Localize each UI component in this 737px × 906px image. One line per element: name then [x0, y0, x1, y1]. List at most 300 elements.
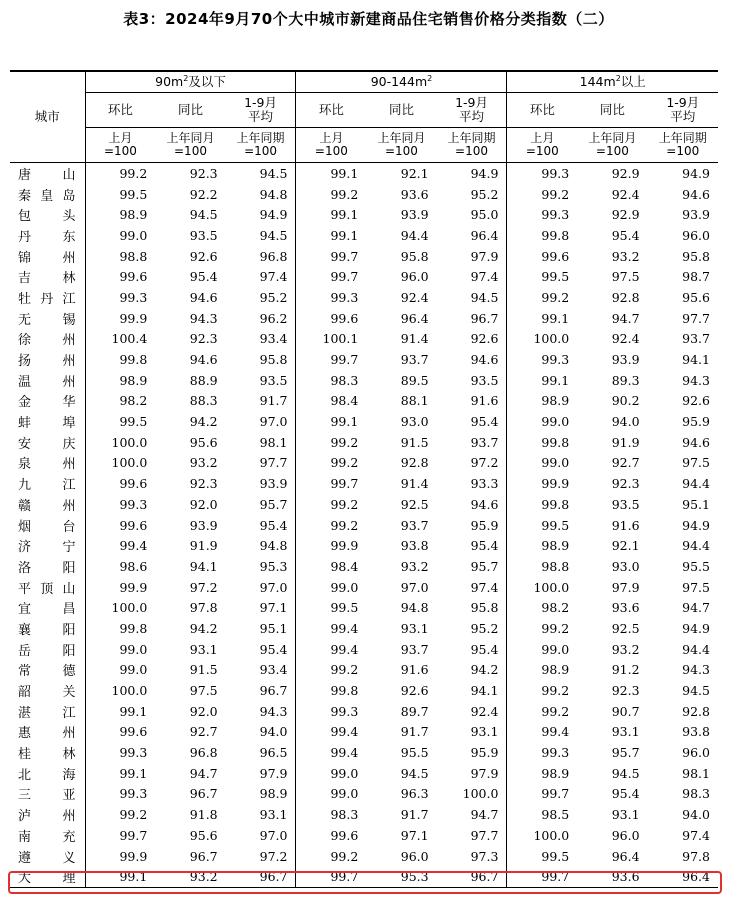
index-value: 93.0 [611, 558, 640, 574]
index-value: 92.1 [400, 165, 429, 181]
index-value: 95.4 [259, 517, 288, 533]
index-value: 92.8 [682, 703, 710, 719]
index-value: 95.4 [189, 269, 218, 285]
index-value: 99.0 [507, 639, 577, 660]
index-value: 99.0 [296, 784, 366, 805]
price-index-table [10, 70, 718, 888]
table-row [10, 453, 718, 474]
index-value: 91.7 [400, 807, 429, 823]
index-value: 93.1 [470, 724, 499, 740]
index-value: 95.9 [470, 745, 499, 761]
index-value: 95.4 [470, 538, 499, 554]
city-name: 大理 [10, 866, 85, 887]
index-value: 99.3 [507, 204, 577, 225]
index-value: 95.3 [366, 866, 436, 887]
index-value: 97.4 [259, 269, 288, 285]
group-header-small: $90m^2$及以下 [85, 71, 296, 93]
index-value: 91.6 [470, 393, 499, 409]
table-row [10, 639, 718, 660]
index-value: 97.1 [400, 827, 429, 843]
index-value: 98.3 [296, 804, 366, 825]
index-value: 94.4 [400, 227, 429, 243]
table-row [10, 370, 718, 391]
index-value: 93.2 [611, 641, 640, 657]
table-row [10, 246, 718, 267]
index-value: 98.9 [119, 372, 148, 388]
index-value: 91.8 [189, 807, 218, 823]
table-row [10, 577, 718, 598]
city-name: 无锡 [10, 308, 85, 329]
index-value: 92.0 [189, 496, 218, 512]
index-value: 93.1 [611, 807, 640, 823]
index-value: 92.2 [189, 186, 218, 202]
sub-header: 同比 [577, 93, 647, 128]
table-row [10, 184, 718, 205]
index-value: 100.0 [111, 683, 148, 699]
index-value: 96.7 [189, 848, 218, 864]
index-value: 99.4 [119, 538, 148, 554]
index-value: 92.4 [470, 703, 499, 719]
index-value: 97.7 [682, 310, 710, 326]
index-value: 98.3 [682, 786, 710, 802]
index-value: 91.9 [611, 434, 640, 450]
index-value: 95.1 [259, 620, 288, 636]
index-value: 99.8 [507, 225, 577, 246]
index-value: 96.0 [682, 227, 710, 243]
index-value: 99.1 [296, 163, 366, 184]
index-value: 92.3 [189, 331, 218, 347]
index-value: 97.8 [682, 848, 710, 864]
index-value: 92.9 [611, 207, 640, 223]
index-value: 93.9 [400, 207, 429, 223]
index-value: 99.6 [119, 476, 148, 492]
index-value: 89.3 [611, 372, 640, 388]
index-value: 99.2 [296, 515, 366, 536]
sub-header: 环比 [85, 93, 155, 128]
sub-header: 1-9月 平均 [437, 93, 507, 128]
index-value: 98.4 [296, 391, 366, 412]
index-value: 99.7 [296, 246, 366, 267]
index-value: 93.4 [259, 662, 288, 678]
sub-header: 1-9月 平均 [226, 93, 296, 128]
index-value: 94.9 [682, 517, 710, 533]
index-value: 99.3 [507, 349, 577, 370]
index-value: 94.5 [470, 289, 499, 305]
city-name: 济宁 [10, 535, 85, 556]
index-value: 99.0 [119, 641, 148, 657]
index-value: 99.7 [119, 827, 148, 843]
index-value: 92.5 [400, 496, 429, 512]
index-value: 95.0 [470, 207, 499, 223]
index-value: 93.1 [259, 807, 288, 823]
city-name: 桂林 [10, 742, 85, 763]
index-value: 93.1 [189, 641, 218, 657]
index-value: 95.4 [611, 227, 640, 243]
index-value: 99.9 [507, 473, 577, 494]
index-value: 95.2 [259, 289, 288, 305]
index-value: 92.3 [611, 683, 640, 699]
table-row [10, 329, 718, 350]
index-value: 99.8 [119, 352, 148, 368]
city-name: 牡丹江 [10, 287, 85, 308]
index-value: 97.9 [259, 765, 288, 781]
index-value: 99.6 [507, 246, 577, 267]
index-value: 97.3 [470, 848, 499, 864]
index-value: 92.8 [611, 289, 640, 305]
index-value: 92.5 [611, 620, 640, 636]
table-row [10, 163, 718, 184]
index-value: 97.9 [611, 579, 640, 595]
index-value: 99.5 [296, 597, 366, 618]
index-value: 99.2 [296, 494, 366, 515]
index-value: 100.0 [507, 825, 577, 846]
city-name: 烟台 [10, 515, 85, 536]
index-value: 93.5 [470, 372, 499, 388]
table-row [10, 804, 718, 825]
table-row [10, 846, 718, 867]
index-value: 94.7 [682, 600, 710, 616]
index-value: 99.1 [507, 308, 577, 329]
index-value: 93.5 [259, 372, 288, 388]
index-value: 94.0 [259, 724, 288, 740]
city-name: 惠州 [10, 722, 85, 743]
index-value: 99.8 [507, 432, 577, 453]
index-value: 95.4 [611, 786, 640, 802]
index-value: 94.1 [189, 558, 218, 574]
index-value: 96.5 [259, 745, 288, 761]
index-value: 99.3 [119, 786, 148, 802]
index-value: 95.5 [682, 558, 710, 574]
city-name: 蚌埠 [10, 411, 85, 432]
index-value: 100.1 [296, 329, 366, 350]
index-value: 94.8 [259, 186, 288, 202]
table-row [10, 784, 718, 805]
index-value: 96.7 [259, 683, 288, 699]
index-value: 94.1 [470, 683, 499, 699]
index-value: 99.0 [507, 453, 577, 474]
index-value: 97.1 [259, 600, 288, 616]
index-value: 99.3 [296, 287, 366, 308]
index-value: 91.9 [189, 538, 218, 554]
index-value: 97.2 [470, 455, 499, 471]
index-value: 92.7 [611, 455, 640, 471]
index-value: 92.9 [611, 165, 640, 181]
index-value: 92.3 [189, 165, 218, 181]
table-row [10, 660, 718, 681]
index-value: 95.8 [400, 248, 429, 264]
index-value: 96.8 [259, 248, 288, 264]
index-value: 89.7 [400, 703, 429, 719]
index-value: 95.9 [470, 517, 499, 533]
index-value: 99.2 [119, 807, 148, 823]
city-name: 温州 [10, 370, 85, 391]
index-value: 98.9 [507, 535, 577, 556]
city-name: 宜昌 [10, 597, 85, 618]
index-value: 99.0 [507, 411, 577, 432]
index-value: 100.0 [111, 455, 148, 471]
index-value: 94.6 [470, 352, 499, 368]
table-row [10, 473, 718, 494]
index-value: 99.4 [296, 722, 366, 743]
index-value: 95.1 [682, 496, 710, 512]
index-value: 91.2 [611, 662, 640, 678]
index-value: 99.2 [296, 432, 366, 453]
index-value: 94.9 [259, 207, 288, 223]
index-value: 97.5 [682, 579, 710, 595]
index-value: 97.0 [259, 827, 288, 843]
index-value: 97.4 [470, 579, 499, 595]
index-value: 97.2 [189, 579, 218, 595]
sub-header: 环比 [296, 93, 366, 128]
index-value: 99.0 [119, 227, 148, 243]
table-row [10, 680, 718, 701]
index-value: 99.9 [119, 310, 148, 326]
index-value: 95.8 [470, 600, 499, 616]
city-name: 安庆 [10, 432, 85, 453]
city-name: 锦州 [10, 246, 85, 267]
index-value: 99.2 [507, 618, 577, 639]
index-value: 94.7 [611, 310, 640, 326]
index-value: 93.7 [470, 434, 499, 450]
index-value: 98.8 [507, 556, 577, 577]
index-value: 98.1 [682, 765, 710, 781]
index-value: 95.8 [682, 248, 710, 264]
index-value: 99.1 [85, 866, 155, 887]
index-value: 94.3 [259, 703, 288, 719]
index-value: 88.3 [189, 393, 218, 409]
index-value: 99.4 [296, 742, 366, 763]
index-value: 98.4 [296, 556, 366, 577]
index-value: 98.9 [259, 786, 288, 802]
index-value: 97.0 [259, 414, 288, 430]
index-value: 100.0 [507, 577, 577, 598]
table-row [10, 722, 718, 743]
sub-header: 1-9月 平均 [648, 93, 718, 128]
table-title: 表3：2024年9月70个大中城市新建商品住宅销售价格分类指数（二） [123, 10, 614, 28]
index-value: 98.9 [507, 763, 577, 784]
index-value: 95.4 [470, 414, 499, 430]
index-value: 95.3 [259, 558, 288, 574]
index-value: 91.7 [400, 724, 429, 740]
table-row [10, 266, 718, 287]
index-value: 95.6 [189, 434, 218, 450]
index-value: 96.8 [189, 745, 218, 761]
index-value: 92.8 [400, 455, 429, 471]
group-header-medium: $90-144m^2$ [296, 71, 507, 93]
index-value: 99.2 [296, 453, 366, 474]
index-value: 93.7 [400, 641, 429, 657]
base-header: 上年同月 =100 [155, 128, 225, 163]
table-row [10, 742, 718, 763]
index-value: 100.0 [507, 329, 577, 350]
table-row [10, 308, 718, 329]
index-value: 94.3 [189, 310, 218, 326]
city-name: 平顶山 [10, 577, 85, 598]
index-value: 94.7 [189, 765, 218, 781]
table-row [10, 535, 718, 556]
index-value: 93.8 [682, 724, 710, 740]
base-header: 上月 =100 [296, 128, 366, 163]
index-value: 96.7 [189, 786, 218, 802]
index-value: 92.4 [400, 289, 429, 305]
index-value: 99.2 [507, 184, 577, 205]
index-value: 93.9 [682, 207, 710, 223]
index-value: 99.3 [119, 745, 148, 761]
index-value: 93.1 [611, 724, 640, 740]
index-value: 93.7 [400, 352, 429, 368]
index-value: 92.6 [682, 393, 710, 409]
index-value: 94.5 [400, 765, 429, 781]
index-value: 93.3 [470, 476, 499, 492]
index-value: 94.0 [611, 414, 640, 430]
index-value: 99.2 [507, 701, 577, 722]
index-value: 99.6 [296, 825, 366, 846]
index-value: 99.2 [296, 184, 366, 205]
index-value: 94.8 [400, 600, 429, 616]
index-value: 99.5 [507, 515, 577, 536]
index-value: 92.0 [189, 703, 218, 719]
index-value: 100.0 [111, 434, 148, 450]
index-value: 93.9 [611, 352, 640, 368]
index-value: 96.0 [400, 848, 429, 864]
index-value: 99.3 [119, 289, 148, 305]
index-value: 96.7 [470, 310, 499, 326]
city-name: 包头 [10, 204, 85, 225]
index-value: 95.6 [682, 289, 710, 305]
city-name: 襄阳 [10, 618, 85, 639]
index-value: 94.5 [611, 765, 640, 781]
index-value: 99.2 [296, 846, 366, 867]
index-value: 96.3 [400, 786, 429, 802]
index-value: 92.6 [400, 683, 429, 699]
index-value: 89.5 [400, 372, 429, 388]
index-value: 92.3 [611, 476, 640, 492]
index-value: 99.4 [507, 722, 577, 743]
index-value: 99.2 [507, 287, 577, 308]
city-name: 湛江 [10, 701, 85, 722]
index-value: 99.0 [119, 662, 148, 678]
index-value: 99.8 [119, 620, 148, 636]
index-value: 94.5 [682, 683, 710, 699]
index-value: 94.2 [470, 662, 499, 678]
index-value: 99.8 [507, 494, 577, 515]
table-row [10, 204, 718, 225]
index-value: 100.0 [111, 600, 148, 616]
index-value: 99.5 [119, 186, 148, 202]
index-value: 99.7 [507, 784, 577, 805]
index-value: 97.0 [259, 579, 288, 595]
city-name: 岳阳 [10, 639, 85, 660]
index-value: 93.6 [577, 866, 647, 887]
index-value: 99.6 [296, 308, 366, 329]
index-value: 93.2 [611, 248, 640, 264]
index-value: 94.7 [470, 807, 499, 823]
index-value: 99.5 [507, 846, 577, 867]
index-value: 93.8 [400, 538, 429, 554]
index-value: 91.4 [400, 476, 429, 492]
index-value: 94.0 [682, 807, 710, 823]
index-value: 99.4 [296, 639, 366, 660]
index-value: 93.7 [682, 331, 710, 347]
city-name: 韶关 [10, 680, 85, 701]
index-value: 94.1 [682, 352, 710, 368]
city-name: 三亚 [10, 784, 85, 805]
index-value: 99.4 [296, 618, 366, 639]
city-name: 泉州 [10, 453, 85, 474]
index-value: 92.7 [189, 724, 218, 740]
table-row [10, 515, 718, 536]
index-value: 91.6 [611, 517, 640, 533]
base-header: 上年同期 =100 [226, 128, 296, 163]
index-value: 97.9 [470, 248, 499, 264]
index-value: 94.6 [189, 352, 218, 368]
index-value: 93.4 [259, 331, 288, 347]
index-value: 94.6 [470, 496, 499, 512]
index-value: 100.4 [111, 331, 148, 347]
sub-header: 环比 [507, 93, 577, 128]
index-value: 98.5 [507, 804, 577, 825]
index-value: 98.2 [119, 393, 148, 409]
index-value: 99.3 [296, 701, 366, 722]
index-value: 99.0 [296, 763, 366, 784]
index-value: 94.9 [470, 165, 499, 181]
index-value: 96.7 [437, 866, 507, 887]
index-value: 94.3 [682, 662, 710, 678]
base-header: 上年同期 =100 [437, 128, 507, 163]
index-value: 96.4 [470, 227, 499, 243]
table-row [10, 349, 718, 370]
table-row [10, 494, 718, 515]
index-value: 95.7 [611, 745, 640, 761]
city-name: 徐州 [10, 329, 85, 350]
index-value: 92.4 [611, 186, 640, 202]
city-name: 遵义 [10, 846, 85, 867]
index-value: 94.5 [259, 227, 288, 243]
index-value: 98.9 [507, 391, 577, 412]
index-value: 97.7 [259, 455, 288, 471]
city-name: 洛阳 [10, 556, 85, 577]
index-value: 97.2 [259, 848, 288, 864]
table-row [10, 763, 718, 784]
index-value: 95.2 [470, 620, 499, 636]
index-value: 88.1 [400, 393, 429, 409]
index-value: 98.9 [507, 660, 577, 681]
city-name: 北海 [10, 763, 85, 784]
index-value: 99.7 [296, 866, 366, 887]
sub-header: 同比 [366, 93, 436, 128]
index-value: 99.6 [119, 724, 148, 740]
index-value: 98.7 [682, 269, 710, 285]
index-value: 97.5 [189, 683, 218, 699]
index-value: 90.7 [611, 703, 640, 719]
group-header-large: $144m^2$以上 [507, 71, 718, 93]
index-value: 93.5 [611, 496, 640, 512]
index-value: 99.2 [119, 165, 148, 181]
index-value: 91.6 [400, 662, 429, 678]
index-value: 94.2 [189, 620, 218, 636]
index-value: 96.0 [611, 827, 640, 843]
index-value: 93.2 [400, 558, 429, 574]
index-value: 99.5 [119, 414, 148, 430]
index-value: 98.3 [296, 370, 366, 391]
index-value: 95.4 [259, 641, 288, 657]
index-value: 94.4 [682, 641, 710, 657]
city-column-header: 城市 [10, 71, 85, 163]
index-value: 96.0 [400, 269, 429, 285]
index-value: 95.5 [400, 745, 429, 761]
table-row [10, 432, 718, 453]
city-name: 吉林 [10, 266, 85, 287]
